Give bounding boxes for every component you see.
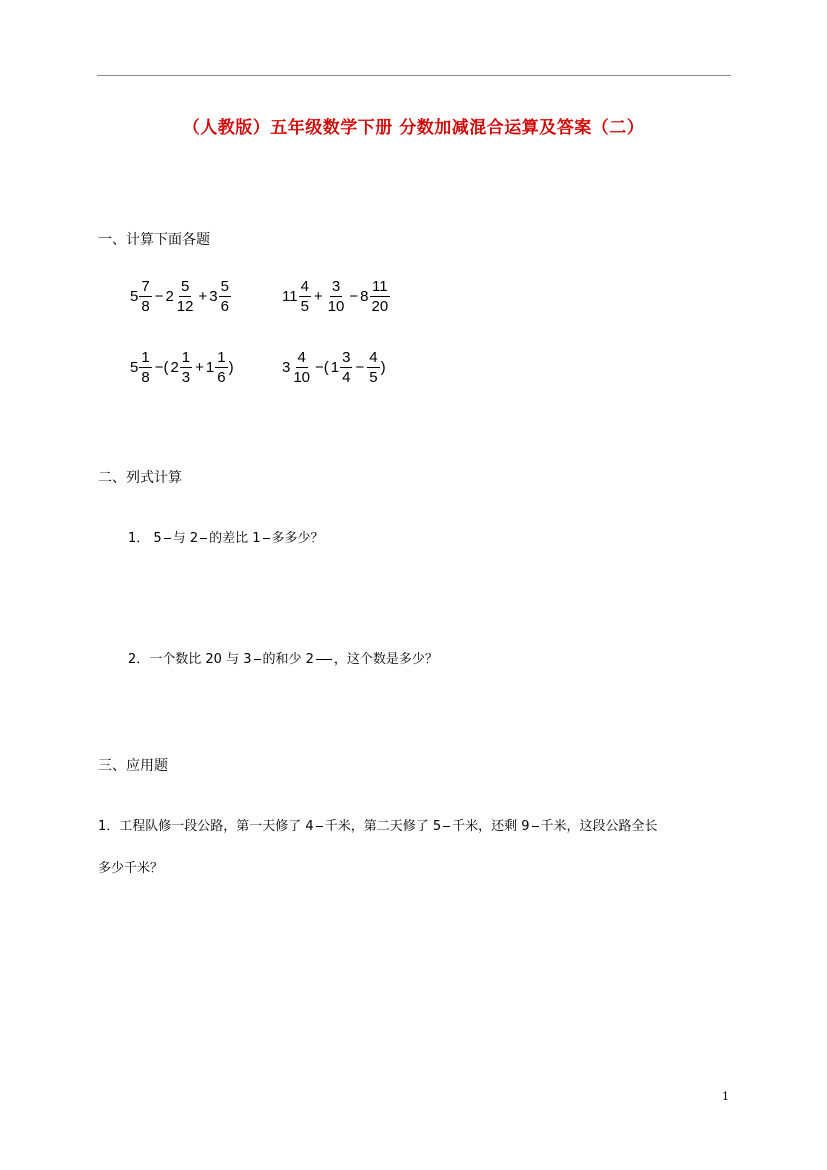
blank-fraction [443,826,450,827]
whole-number: 5 [130,288,139,305]
fraction: $\frac{5}{12}$ [176,278,194,315]
fraction: $\frac{3}{10}$ [327,278,345,315]
fraction: $\frac{4}{5}$ [300,278,309,315]
fraction: $\frac{1}{6}$ [217,349,226,386]
question-text: ，这个数是多少？ [333,652,438,667]
expression-2 [282,279,391,314]
operator: + [313,288,323,305]
close-paren: ) [228,359,234,376]
operator: + [198,288,208,305]
section-3-heading: 三、应用题 [98,758,168,774]
fraction: $\frac{5}{6}$ [220,278,229,315]
question-3-1-line2: 多少千米？ [98,861,164,876]
question-text: 一个数比 20 与 3 [149,652,252,667]
question-number: 1． [128,531,150,546]
question-2-1 [128,527,324,546]
blank-fraction [254,659,261,660]
question-3-1 [98,815,658,834]
close-paren: ) [380,359,386,376]
operator: − [355,359,365,376]
whole-number: 2 [170,359,179,376]
question-text: 千米，还剩 9 [452,819,530,834]
header-rule [97,75,731,76]
fraction: $\frac{7}{8}$ [141,278,150,315]
fraction: $\frac{1}{8}$ [141,349,150,386]
question-text: 的和少 2 [262,652,314,667]
question-text: 与 2 [172,531,199,546]
question-text: 多多少？ [271,531,324,546]
whole-number: 8 [360,288,369,305]
section-1-heading: 一、计算下面各题 [98,232,210,248]
whole-number: 2 [165,288,174,305]
whole-number: 1 [205,359,215,376]
fraction: $\frac{4}{10}$ [293,349,311,386]
whole-number: 3 [282,359,291,376]
fraction: $\frac{1}{3}$ [181,349,191,386]
question-text: 千米，第二天修了 5 [324,819,442,834]
question-2-2 [128,648,438,667]
section-2-heading: 二、列式计算 [98,470,182,486]
operator: + [195,359,204,376]
fraction: $\frac{4}{5}$ [369,349,378,386]
operator: −( [154,359,169,376]
expression-1 [130,279,232,314]
question-text: 1．工程队修一段公路，第一天修了 4 [98,819,314,834]
question-number: 2． [128,652,150,667]
blank-fraction [316,659,332,660]
blank-fraction [263,538,270,539]
blank-fraction [532,826,539,827]
page-number: 1 [722,1090,729,1103]
whole-number: 11 [282,288,298,305]
blank-fraction [200,538,207,539]
blank-fraction [316,826,323,827]
question-text: 5 [153,531,162,546]
blank-fraction [164,538,171,539]
operator: − [154,288,164,305]
operator: −( [315,359,329,376]
fraction: $\frac{11}{20}$ [371,278,389,315]
expression-3 [130,350,234,385]
operator: − [349,288,359,305]
page-title: （人教版）五年级数学下册 分数加减混合运算及答案（二） [182,118,645,138]
fraction: $\frac{3}{4}$ [342,349,351,386]
expression-4 [282,350,386,385]
question-text: 千米，这段公路全长 [540,819,658,834]
whole-number: 3 [209,288,218,305]
whole-number: 1 [330,359,340,376]
question-text: 的差比 1 [209,531,261,546]
whole-number: 5 [130,359,139,376]
